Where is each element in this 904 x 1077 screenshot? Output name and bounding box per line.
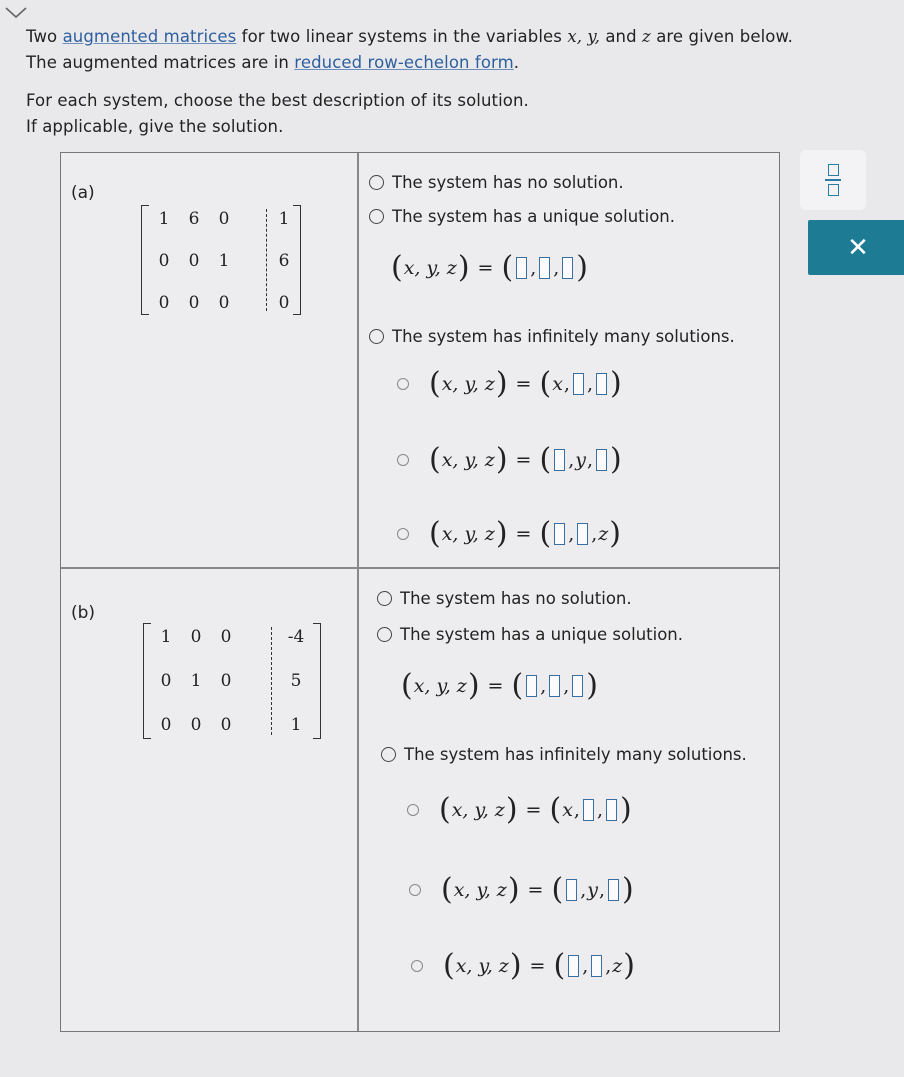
b-option-unique[interactable]: The system has a unique solution. <box>377 625 683 644</box>
a-infinite-x-free[interactable]: ( x, y, z ) = ( x , , ) <box>397 369 622 399</box>
answer-input-x[interactable] <box>526 675 537 697</box>
b-infinite-z-free[interactable]: ( x, y, z ) = ( , , z ) <box>411 951 635 981</box>
b-option-infinite[interactable]: The system has infinitely many solutions. <box>381 745 747 764</box>
a-option-unique[interactable]: The system has a unique solution. <box>369 207 675 226</box>
augmented-matrices-link[interactable]: augmented matrices <box>62 27 237 46</box>
matrix-row: 1 6 0 1 <box>158 209 290 229</box>
row-divider <box>61 567 779 569</box>
b-unique-equation: ( x, y, z ) = ( , , ) <box>401 668 598 703</box>
matrix-row: 0 0 1 6 <box>158 251 290 271</box>
a-option-no-solution[interactable]: The system has no solution. <box>369 173 624 192</box>
answer-input-x[interactable] <box>554 449 565 471</box>
radio-button[interactable] <box>381 747 396 762</box>
radio-button[interactable] <box>397 454 409 466</box>
matrix-row: 0 0 0 0 <box>158 293 290 313</box>
a-infinite-z-free[interactable]: ( x, y, z ) = ( , , z ) <box>397 519 621 549</box>
answer-input-x[interactable] <box>516 257 527 279</box>
answer-input-x[interactable] <box>566 879 577 901</box>
a-infinite-y-free[interactable]: ( x, y, z ) = ( , y , ) <box>397 445 622 475</box>
intro-line-4: If applicable, give the solution. <box>26 117 284 136</box>
denominator-box-icon <box>828 184 839 196</box>
a-unique-equation: ( x, y, z ) = ( , , ) <box>391 250 588 285</box>
fraction-bar-icon <box>825 179 841 181</box>
answer-input-x[interactable] <box>554 523 565 545</box>
radio-button[interactable] <box>369 329 384 344</box>
answer-input-y[interactable] <box>577 523 588 545</box>
matrix-row: 1 0 0 -4 <box>160 627 305 647</box>
radio-button[interactable] <box>411 960 423 972</box>
b-infinite-y-free[interactable]: ( x, y, z ) = ( , y , ) <box>409 875 634 905</box>
answer-input-z[interactable] <box>572 675 583 697</box>
part-a-matrix <box>141 205 301 315</box>
radio-button[interactable] <box>369 209 384 224</box>
answer-input-z[interactable] <box>608 879 619 901</box>
radio-button[interactable] <box>377 591 392 606</box>
systems-table <box>60 152 780 1032</box>
close-icon: ✕ <box>847 232 869 263</box>
answer-input-y[interactable] <box>583 799 594 821</box>
instructions <box>26 24 793 140</box>
intro-line-1: Two augmented matrices for two linear systems in the variables x, y, and z are given below. <box>26 27 793 46</box>
intro-line-2: The augmented matrices are in reduced row-echelon form. <box>26 53 520 72</box>
part-b-label: (b) <box>71 603 96 623</box>
b-option-no-solution[interactable]: The system has no solution. <box>377 589 632 608</box>
answer-input-z[interactable] <box>596 449 607 471</box>
radio-button[interactable] <box>397 378 409 390</box>
matrix-row: 0 0 0 1 <box>160 715 302 735</box>
column-divider <box>357 153 359 1031</box>
rref-link[interactable]: reduced row-echelon form <box>294 53 514 72</box>
answer-input-x[interactable] <box>568 955 579 977</box>
b-infinite-x-free[interactable]: ( x, y, z ) = ( x , , ) <box>407 795 632 825</box>
part-b-matrix <box>143 623 321 739</box>
radio-button[interactable] <box>397 528 409 540</box>
answer-input-z[interactable] <box>562 257 573 279</box>
radio-button[interactable] <box>369 175 384 190</box>
fraction-button[interactable] <box>800 150 866 210</box>
a-option-infinite[interactable]: The system has infinitely many solutions. <box>369 327 735 346</box>
matrix-row: 0 1 0 5 <box>160 671 302 691</box>
numerator-box-icon <box>828 164 839 176</box>
answer-input-z[interactable] <box>606 799 617 821</box>
collapse-chevron-icon[interactable] <box>0 0 40 22</box>
answer-input-y[interactable] <box>591 955 602 977</box>
answer-input-y[interactable] <box>549 675 560 697</box>
answer-input-y[interactable] <box>573 373 584 395</box>
answer-input-z[interactable] <box>596 373 607 395</box>
radio-button[interactable] <box>407 804 419 816</box>
answer-input-y[interactable] <box>539 257 550 279</box>
radio-button[interactable] <box>409 884 421 896</box>
intro-line-3: For each system, choose the best description of its solution. <box>26 91 529 110</box>
part-a-label: (a) <box>71 183 95 203</box>
clear-button[interactable] <box>808 220 904 275</box>
radio-button[interactable] <box>377 627 392 642</box>
